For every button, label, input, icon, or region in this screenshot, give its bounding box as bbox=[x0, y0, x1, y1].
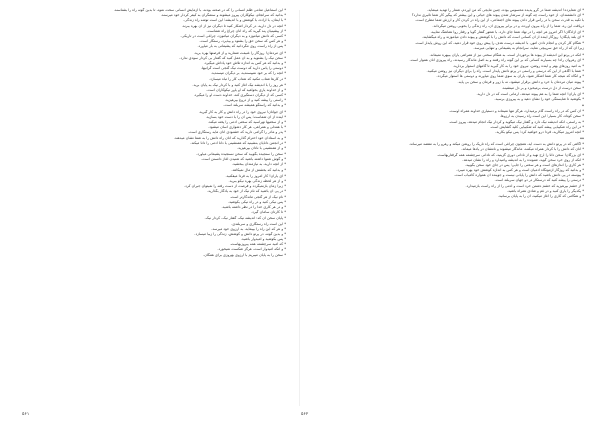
text-line: * در کارها شتاب مکنید که شتاب کار را تباه میسازد. bbox=[209, 77, 286, 82]
text-line: * ای دانشمندان، از خود راست چه گونه از سرشار شدن پیوند های حیاتی و این بیشتر که پیگیر کار شما تاثیری ندارد؟ bbox=[411, 13, 584, 18]
text-line: * هنگام کار کردن و انجام دادن امور، با اندیشه درست هدف را پیش روی خود قرار دهید، که این روش پایدار است. bbox=[414, 41, 584, 46]
text-line: * سخن درست از دل درست برمیخیزد و بر دل مینشیند. bbox=[501, 85, 584, 90]
paragraph bbox=[14, 77, 286, 108]
text-line: * سخن را سنجیده بگویید که سخن نسنجیده پشیمانی میآورد. bbox=[196, 152, 286, 157]
text-line: * و از هر لحظه زندگی بهره نیکو ببرید. bbox=[228, 179, 286, 183]
text-line: * تا کارتان سامان گیرد. bbox=[250, 210, 286, 215]
text-line: * هر روز را با اندیشه نیک آغاز کنید و با کردار نیک به پایان برید. bbox=[192, 82, 286, 87]
text-line: * از خشم بپرهیزید که خشم دشمن خرد است و آدمی را از راه راست بازمیدارد. bbox=[465, 183, 584, 188]
text-line: * پس از راه راست روی مگردانید که پشیمانی به بار میآورد. bbox=[197, 44, 286, 49]
text-line: * آنچه امروز میکارید، فردا درو خواهید کرد؛ پس نیکو بکارید. bbox=[495, 129, 584, 134]
text-line: * سخن را به پایان میبریم با آرزوی بهروزی برای همگان. bbox=[203, 252, 286, 257]
paragraph bbox=[312, 103, 584, 135]
text-line: * پیوند میان مردمان با خرد و دانش برقرار میشود، نه با زور و فرمان و سخن بی پایه. bbox=[457, 80, 584, 85]
text-line: * ای آزادگان! اگر امروز هر آنچه را در نهاد شما جای دارد، با شعور گفتار گویا و رفتار روا هماهنگ نمایید، bbox=[430, 29, 584, 34]
text-line: * آنکه از روی خرد سخن گوید، شنونده را به اندیشه وامیدارد و راه را نشان میدهد. bbox=[462, 157, 584, 162]
text-line: * کسی که از دیگران دستگیری کند، خداوند دست او را میگیرد. bbox=[193, 93, 286, 97]
text-line: * هر کاری را اندازهای است و هر سخنی را جایی؛ پس در جای خود سخن بگویید. bbox=[465, 162, 584, 167]
text-line: * راستی را پیشه کنید و از دروغ بپرهیزید. bbox=[224, 98, 286, 103]
text-line: * ای بلند پایگان! روزگار آینده از آن کسانی است که دانش را با کوشش و پیوند دادن میآموزند و راه میگشایند. bbox=[421, 34, 584, 39]
section-marker: ** bbox=[580, 136, 584, 142]
paragraph bbox=[312, 8, 584, 29]
text-line: * و هنگامی که کاری را آغاز میکنید، آن را به پایان برسانید. bbox=[497, 194, 584, 198]
text-line: * که امید سرچشمه همه پیروزیهاست. bbox=[229, 242, 286, 247]
text-line: * پدر و مادر را گرامی دارید که خشنودی آنان مایه رستگاری است. bbox=[187, 130, 286, 135]
text-line: * به راستی، آنکه اندیشه نیک دارد و گفتار نیک میگوید و کردار نیک انجام میدهد، پیروز است. bbox=[448, 119, 584, 124]
paragraph bbox=[14, 174, 286, 216]
text-line: * و بدانید که هر کس به اندازه تلاش خود پاداش میگیرد. bbox=[203, 60, 286, 65]
text-line: * در پی آن باشید که نام نیک از خود به یادگار بگذارید. bbox=[206, 189, 286, 194]
paragraph bbox=[312, 80, 584, 90]
text-line: * سخن کوتاه، کار بسیار؛ این است راه رسیدن به آرزوها. bbox=[499, 114, 584, 119]
text-line: * بدانید که سرانجام، نیکوکاران پیروز میشوند و ستمگران به کیفر کردار خود میرسند. bbox=[160, 13, 286, 18]
text-line: * سخن نیک را بشنوید و به آن عمل کنید که گفتار بی کردار سودی ندارد. bbox=[179, 55, 286, 60]
text-line: * نام نیک از هر گنجی ماندگارتر است. bbox=[229, 194, 286, 199]
text-line: * ای جوانان! نیروی خود را در راه دانش و کار به کار گیرید. bbox=[198, 109, 286, 114]
text-line: * و بدانید که روزگار آزمونگاه آدمیان است و هر کس به اندازه کوشش خود بهره میبرد. bbox=[456, 168, 584, 173]
text-line: * و بدین گونه، در پرتو دانش و کوشش، زندگی را زیبا میسازد. bbox=[194, 231, 286, 236]
text-line: * ای بزرگان! سخن دانا را ارج نهید و از نادانی دوری گزینید، که نادانی سرچشمه همه گرفتاریهاست. bbox=[436, 152, 584, 157]
text-line: * آن کس که در راه راست گام برمیدارد، هرگز تنها نمیماند و دستیاری خداوند همراه اوست. bbox=[448, 109, 584, 114]
text-line: * دوستی را پاس دارید که دوست نیک گنجی است گرانبها. bbox=[200, 66, 286, 71]
text-line: * آگاهی که در پرتو دانش به دست آید، همچون چراغی است که راه تاریک را روشن میکند و رهرو را به مقصد میرساند. bbox=[408, 142, 584, 147]
right-page bbox=[312, 8, 584, 408]
text-line: * ای یاران! کار امروز را به فردا میفکنید. bbox=[225, 173, 286, 178]
text-line: * و بدانید که بخشش از مال نمیکاهد. bbox=[231, 167, 286, 172]
text-line: * ای شتابزده! اندیشه شما در گرو پدیده محسوس بوده، چنین نتایجی که من آوردم، شمار را تهدید مینماید. bbox=[427, 8, 584, 12]
text-line: * ای یاران! آنچه شما را به هم پیوند میدهد، آرمانی است که در دل دارید. bbox=[476, 91, 584, 96]
text-line: * و در هر کاری خدا را در نظر داشته باشید. bbox=[221, 204, 286, 209]
text-line: * آنچه در دل دارید، در کردار آشکار کنید تا دیگران نیز از آن بهره ببرند. bbox=[181, 23, 286, 28]
text-line: * و بدانید که راستگو همیشه سربلند است. bbox=[223, 103, 286, 108]
text-line: * پایان سخن آن که: اندیشه نیک، گفتار نیک، کردار نیک. bbox=[204, 216, 286, 221]
text-line: * در انجمن دانایان بنشینید که همنشینی با دانا آدمی را دانا میکند. bbox=[190, 140, 286, 145]
text-line: * آنان که دانش را با کردار همراه میکنند، ماندگار میشوند و نامشان در یادها میماند. bbox=[461, 147, 584, 152]
text-line: * زیرا زمان بازنمیگردد و فرصت از دست رفته را نمیتوان جبران کرد. bbox=[184, 184, 286, 189]
paragraph bbox=[312, 30, 584, 40]
text-line: * و از خداوند یاری بخواهید که او یاور نیکوکاران است. bbox=[206, 87, 286, 92]
text-line: * با همدلی و همراهی، هر کار دشواری آسان میشود. bbox=[208, 125, 286, 130]
text-line: * از آنچه دارید، به نیازمندان ببخشید. bbox=[231, 162, 286, 167]
paragraph bbox=[14, 8, 286, 50]
paragraph bbox=[312, 64, 584, 80]
text-line: * پس بکوشید و امیدوار باشید. bbox=[240, 237, 286, 242]
text-line: * درستی را پیشه کنید که درستکار در دو جهان سربلند است. bbox=[494, 178, 584, 183]
text-line: * و هر که این راه را بپیماید، به آرزوی خود میرسد. bbox=[211, 226, 286, 231]
right-page-number: ۵۶۲ bbox=[301, 412, 309, 417]
text-line: * این اسماعیل تمامی ظلم انسانی را که در صحنه بودند، با آزمایش انسانی سخت نمود، تا بدین گونه راه را بشناسند. bbox=[113, 8, 286, 12]
paragraph bbox=[312, 53, 584, 63]
text-line: * پس نیکی کنید و در راه نیکی بکوشید. bbox=[227, 199, 286, 204]
text-line: * و به استادان خود احترام گذارید که آنان راه دانش را به شما نشان میدهند. bbox=[173, 135, 286, 140]
paragraph bbox=[14, 110, 286, 152]
text-line: * به امید روزهای بهتر و آینده روشن، نیروی خود را به کار گیرید تا گامهای استوار بردارید. bbox=[452, 63, 584, 68]
text-line: * یکدیگر را یاری کنید و در غم و شادی همراه باشید. bbox=[507, 188, 584, 193]
left-page bbox=[14, 8, 286, 408]
paragraph bbox=[312, 41, 584, 51]
text-line: * با ایمان، با اراده، با کوشش و با اندیشه؛ این است توشه راه زندگی. bbox=[183, 18, 286, 23]
paragraph bbox=[14, 51, 286, 77]
text-line: * آنچه را که بر خود نمیپسندید، بر دیگران مپسندید. bbox=[210, 71, 286, 76]
text-line: * و آنکه امیدوار است، هرگز شکست نمیخورد. bbox=[217, 247, 286, 252]
page-gutter bbox=[299, 10, 300, 406]
text-line: * ای رهروان راه! چه بسیارند کسانی که بر این گونه راه رفتند و به اصل ماندگار رسیدند، راه پیروزی آنان هموار است. bbox=[409, 57, 584, 62]
text-line: * پیوسته در پی دانش باشید که دانش را پایانی نیست و جوینده آن همواره کامیاب است. bbox=[454, 173, 584, 178]
text-line: * از پیشینیان پند گیرید که راه آنان چراغ راه شماست. bbox=[206, 28, 286, 33]
text-line: * بکوشید تا شایستگی خود را نشان دهید و به پیروزی برسید. bbox=[494, 97, 584, 101]
text-line: * شما با آگاهی از این که درستی و راستی در پرتو دانش پایدار است، راه را برای دیگران نیز روشن میکنید. bbox=[426, 69, 584, 74]
text-line: * آنکه در پرتو این اندیشه از پیوند ها برخوردار است، به هنگام سختی نیز از همراهی یاران بیبهره نمیماند. bbox=[429, 52, 584, 57]
text-line: * ای مردمان! روزگار را غنیمت شمارید و از فرصتها بهره برید. bbox=[193, 50, 286, 55]
text-line: * و هر کس که سخن حق را بشنود و بپذیرد، رستگار است. bbox=[199, 39, 286, 44]
paragraph bbox=[312, 136, 584, 199]
text-line: * این است راه رستگاری و سربلندی. bbox=[231, 221, 286, 226]
left-page-number: ۵۶۱ bbox=[22, 412, 30, 417]
paragraph bbox=[14, 152, 286, 173]
paragraph bbox=[312, 92, 584, 102]
text-line: * و گوش شنوا داشته باشید که شنیدن آغاز دانستن است. bbox=[201, 157, 286, 162]
text-line: * و آنگاه که نتیجه کار شما آشکار شود، یاران به سوی شما روی میآورند و دوستی ها استوار میگردد. bbox=[436, 74, 584, 79]
text-line: زیرا آن که از راه حق سرپیچی نماید، سرانجام به پشیمانی و تنهایی میرسد. bbox=[473, 46, 584, 51]
text-line: دریافت این ره، شما را از راه بیرون آورده، و در برابر پیروزی آن، راه زندگی را بخوبی روشن میگرداند. bbox=[432, 23, 584, 28]
text-line: * آینده از آن شماست؛ پس آن را با دست خود بسازید. bbox=[205, 114, 286, 119]
text-line: * کسی که دانش میآموزد و به دیگران میآموزد، چراغی است در تاریکی. bbox=[180, 33, 286, 38]
text-line: * و از همنشینی با نادان بپرهیزید. bbox=[236, 145, 286, 150]
section-marker: * bbox=[582, 103, 584, 109]
text-line: * و از سختیها نهراسید که سختی آدمی را پخته میکند. bbox=[207, 119, 286, 124]
text-line: با تکیه به قدرت سخن با در رأس قرار دادن پیوند های اجتماعی، از این راه در کردن کار و ارزش شما مطرح است. bbox=[415, 18, 584, 23]
text-line: * در این راه شکیبایی پیشه کنید که شکیبایی کلید گشایش است. bbox=[489, 124, 584, 129]
paragraph bbox=[14, 216, 286, 258]
